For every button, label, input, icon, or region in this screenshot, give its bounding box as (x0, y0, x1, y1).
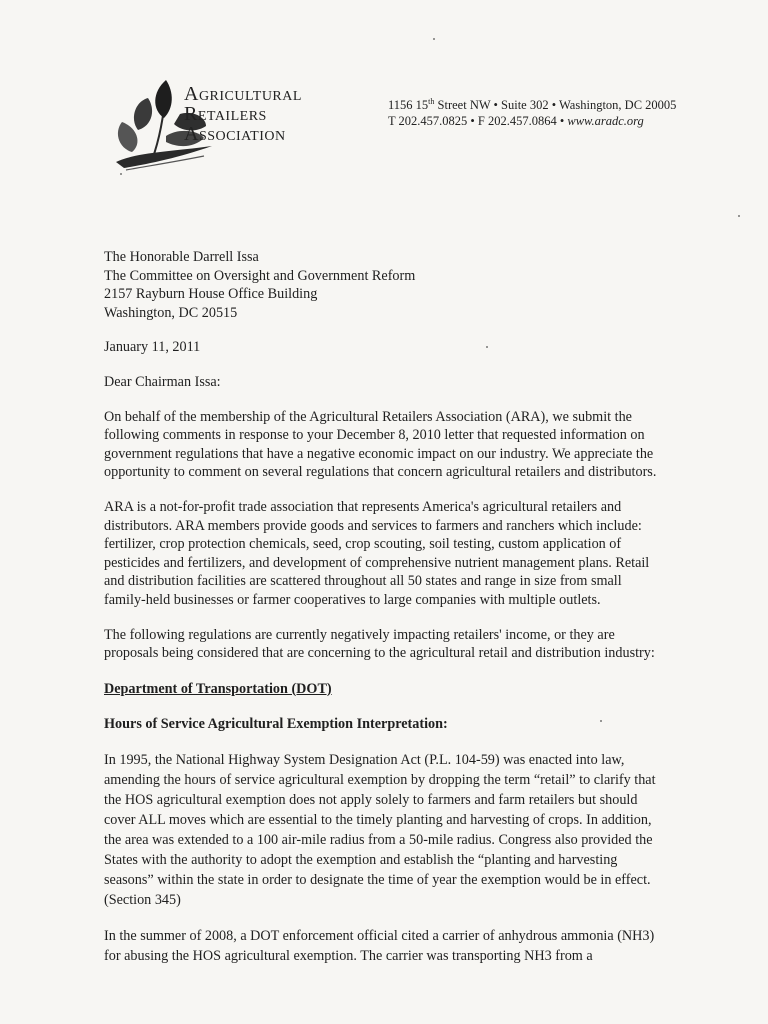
paragraph-hos-history: In 1995, the National Highway System Designation Act (P.L. 104-59) was enacted into law, amending the hours of service agricultural exemption by dropping the term “retail” to clarify that the HOS agricultural exemption does not apply solely to farmers and farm retailers but should cover ALL moves which are essential to the timely planting and harvesting of crops. In addition, the area was extended to a 100 air-mile radius from a 50-mile radius. Congress also provided the States with the authority to adopt the exemption and establish the “planting and harvesting seasons” within the state in order to designate the time of year the exemption would be in effect. (Section 345) (104, 751, 656, 908)
scan-speck (120, 173, 122, 175)
paragraph-about-ara: ARA is a not-for-profit trade association that represents America's agricultural retailers and distributors. ARA members provide goods and services to farmers and ranchers which include: fertilizer, crop protection chemicals, seed, crop scouting, soil testing, custom application of pesticides and fertilizers, and development of comprehensive nutrient management plans. Retail and distribution facilities are scattered throughout all 50 states and range in size from small family-held businesses or farmer cooperatives to large companies with multiple outlets. (104, 498, 650, 608)
paragraph-enforcement: In the summer of 2008, a DOT enforcement official cited a carrier of anhydrous ammonia (NH3) for abusing the HOS agricultural exemption. The carrier was transporting NH3 from a (104, 927, 655, 964)
scan-speck (738, 215, 740, 217)
scan-speck (600, 720, 602, 722)
scan-speck (433, 38, 435, 40)
paragraph-intro: On behalf of the membership of the Agricultural Retailers Association (ARA), we submit the following comments in response to your December 8, 2010 letter that requested information on government regulations that have a negative economic impact on our industry. We appreciate the opportunity to comment on several regulations that concern agricultural retailers and distributors. (104, 408, 657, 481)
website-link[interactable]: www.aradc.org (567, 114, 644, 129)
contact-info (388, 94, 676, 129)
org-name-line-3: Association (184, 123, 286, 145)
recipient-line: Washington, DC 20515 (104, 304, 238, 321)
org-name-line-1: Agricultural (184, 83, 302, 105)
letter-date: January 11, 2011 (104, 339, 201, 356)
recipient-address (104, 248, 666, 322)
scan-speck (486, 346, 488, 348)
recipient-line: 2157 Rayburn House Office Building (104, 286, 318, 303)
organization-name (184, 84, 302, 144)
address-line: 1156 15th Street NW • Suite 302 • Washington, DC 20005 (388, 97, 677, 113)
org-name-line-2: Retailers (184, 103, 267, 125)
salutation: Dear Chairman Issa: (104, 373, 221, 390)
recipient-line: The Committee on Oversight and Government Reform (104, 267, 416, 284)
subsection-heading-hos: Hours of Service Agricultural Exemption Interpretation: (104, 716, 448, 733)
phone-fax-line: T 202.457.0825 • F 202.457.0864 • www.aradc.org (388, 114, 644, 129)
letter-body (104, 248, 666, 966)
paragraph-regulations-intro: The following regulations are currently negatively impacting retailers' income, or they are proposals being considered that are concerning to the agricultural retail and distribution industry: (104, 626, 655, 662)
recipient-line: The Honorable Darrell Issa (104, 249, 259, 265)
section-heading-dot: Department of Transportation (DOT) (104, 680, 332, 697)
